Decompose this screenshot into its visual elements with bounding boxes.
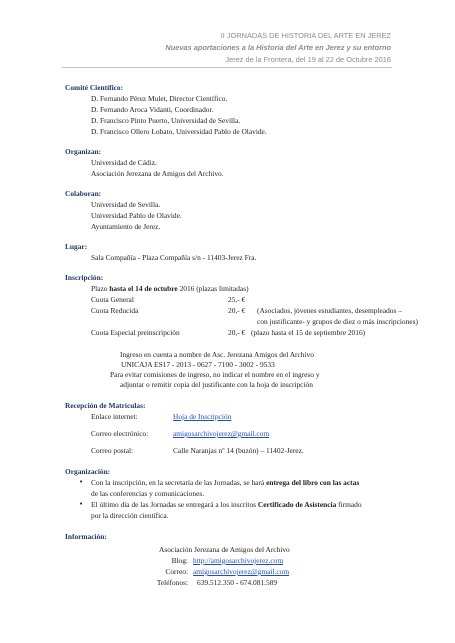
colaboran-item: Universidad Pablo de Olavide. [91, 211, 182, 220]
cuota-label: Cuota Especial preinscripción [91, 328, 180, 337]
info-email-link[interactable]: amigosarchivojerez@gmail.com [193, 567, 290, 576]
blog-label: Blog: [171, 556, 188, 565]
plazo-post: 2016 (plazas limitadas) [177, 284, 249, 293]
cuota-price: 20,- € [228, 328, 246, 337]
correo-label: Correo: [165, 567, 188, 576]
header-subtitle: Nuevas aportaciones a la Historia del Arte en Jerez y su entorno [165, 43, 391, 52]
lugar-heading: Lugar: [65, 242, 88, 251]
organizacion-heading: Organización: [65, 467, 111, 476]
cuota-label: Cuota Reducida [91, 306, 139, 315]
postal-address: Calle Naranjas nº 14 (buzón) – 11402-Jerez. [173, 446, 304, 455]
plazo-deadline: hasta el 14 de octubre [109, 284, 178, 293]
comite-member: D. Francisco Ollero Lobato, Universidad Pablo de Olavide. [91, 127, 267, 136]
organizacion-bullet-1 [91, 479, 359, 486]
telefonos-label: Teléfonos: [156, 578, 188, 587]
comite-member: D. Francisco Pinto Puerto, Universidad de Sevilla. [91, 116, 241, 125]
recepcion-label: Correo electrónico: [91, 429, 149, 438]
organizan-heading: Organizan: [65, 147, 102, 156]
colaboran-item: Universidad de Sevilla. [91, 200, 161, 209]
bullet-text: firmado [336, 500, 362, 509]
inscription-form-link[interactable]: Hoja de Inscripción [173, 412, 232, 421]
plazo-line [91, 285, 249, 292]
cuota-note-cont: con justificante- y grupos de diez o más inscripciones) [257, 317, 418, 326]
telefonos-value: 639.512.350 - 674.081.589 [197, 578, 278, 587]
comite-member: D. Fernando Aroca Vidanti, Coordinador. [91, 105, 214, 114]
inscripcion-heading: Inscripción: [65, 273, 104, 282]
lugar-text: Sala Compañía - Plaza Compañía s/n - 11403-Jerez Fra. [91, 253, 257, 262]
bullet-emphasis: Certificado de Asistencia [257, 500, 337, 509]
cuota-price: 20,- € [228, 306, 246, 315]
organizacion-bullet-2 [91, 501, 362, 508]
recepcion-label: Correo postal: [91, 446, 134, 455]
cuota-note: (Asociados, jóvenes estudiantes, desempleados – [257, 306, 402, 315]
bullet-text: Con la inscripción, en la secretaría de las Jornadas, se hará [91, 478, 267, 487]
header-dates: Jerez de la Frontera, del 19 al 22 de Octubre 2016 [225, 55, 391, 64]
bullet-icon: • [79, 478, 84, 486]
organizacion-bullet-1-cont: de las conferencias y comunicaciones. [91, 489, 205, 498]
header-divider [62, 67, 392, 68]
bank-note: Para evitar comisiones de ingreso, no indicar el nombre en el ingreso y [110, 370, 320, 379]
organizan-item: Asociación Jerezana de Amigos del Archivo. [91, 169, 224, 178]
bullet-text: El último día de las Jornadas se entregará a los inscritos [91, 500, 258, 509]
header-title: II JORNADAS DE HISTORIA DEL ARTE EN JEREZ [220, 31, 391, 40]
colaboran-heading: Colaboran: [65, 189, 102, 198]
bullet-emphasis: entrega del libro con las actas [266, 478, 360, 487]
plazo-pre: Plazo [91, 284, 110, 293]
comite-heading: Comité Científico: [65, 83, 124, 92]
email-link[interactable]: amigosarchivojerez@gmail.com [173, 429, 270, 438]
recepcion-label: Enlace internet: [91, 412, 138, 421]
blog-link[interactable]: http://amigosarchivojerez.com [193, 556, 284, 565]
bank-line: Ingreso en cuenta a nombre de Asc. Jerezana Amigos del Archivo [120, 350, 314, 359]
organizacion-bullet-2-cont: por la dirección científica. [91, 511, 169, 520]
bank-note: adjuntar o remitir copia del justificante con la hoja de inscripción [120, 380, 313, 389]
recepcion-heading: Recepción de Matrículas: [65, 401, 146, 410]
cuota-note: (plazo hasta el 15 de septiembre 2016) [251, 328, 366, 337]
info-org: Asociación Jerezana de Amigos del Archivo [159, 545, 290, 554]
bank-account: UNICAJA ES17 - 2013 - 0627 - 7100 - 3002 - 9533 [121, 360, 275, 369]
bullet-icon: • [79, 500, 84, 508]
comite-member: D. Fernando Pérez Mulet, Director Científico. [91, 94, 228, 103]
informacion-heading: Información: [65, 532, 107, 541]
cuota-label: Cuota General [91, 295, 134, 304]
cuota-price: 25,- € [228, 295, 246, 304]
colaboran-item: Ayuntamiento de Jerez. [91, 222, 161, 231]
organizan-item: Universidad de Cádiz. [91, 158, 157, 167]
